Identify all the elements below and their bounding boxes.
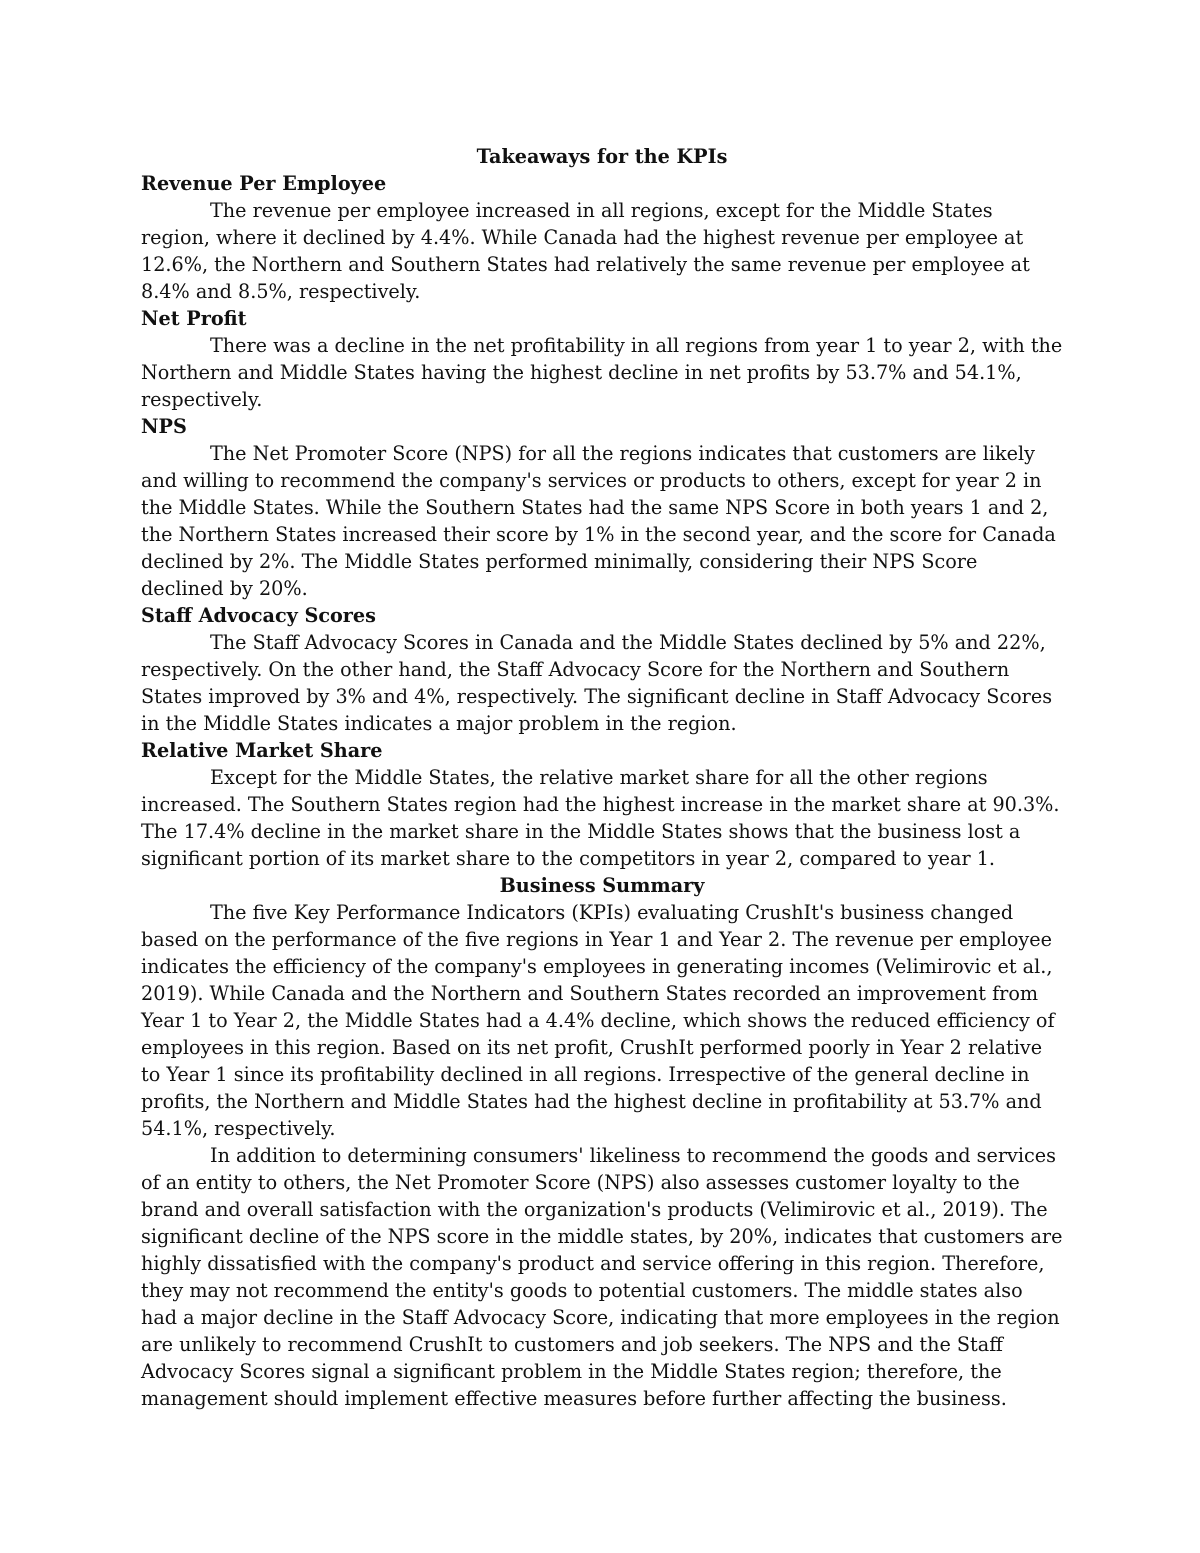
document-title: Takeaways for the KPIs (476, 145, 728, 168)
document-body (141, 143, 1063, 1412)
section-paragraph-relative-market-share: Except for the Middle States, the relative market share for all the other regions increased. The Southern States region had the highest increase in the market share at 90.3%. The 17.4% decline in the market share in the Middle States shows that the business lost a significant portion of its market share to the competitors in year 2, compared to year 1. (141, 766, 1060, 870)
summary-paragraph-1: The five Key Performance Indicators (KPIs) evaluating CrushIt's business changed based on the performance of the five regions in Year 1 and Year 2. The revenue per employee indicates the efficiency of the company's employees in generating incomes (Velimirovic et al., 2019). While Canada and the Northern and Southern States recorded an improvement from Year 1 to Year 2, the Middle States had a 4.4% decline, which shows the reduced efficiency of employees in this region. Based on its net profit, CrushIt performed poorly in Year 2 relative to Year 1 since its profitability declined in all regions. Irrespective of the general decline in profits, the Northern and Middle States had the highest decline in profitability at 53.7% and 54.1%, respectively. (141, 901, 1055, 1140)
section-heading-nps: NPS (141, 415, 187, 438)
section-paragraph-net-profit: There was a decline in the net profitability in all regions from year 1 to year 2, with the Northern and Middle States having the highest decline in net profits by 53.7% and 54.1%, respectively. (141, 334, 1063, 411)
summary-heading: Business Summary (499, 874, 705, 897)
section-heading-staff-advocacy-scores: Staff Advocacy Scores (141, 604, 376, 627)
section-heading-revenue-per-employee: Revenue Per Employee (141, 172, 387, 195)
section-heading-net-profit: Net Profit (141, 307, 247, 330)
summary-paragraph-2: In addition to determining consumers' likeliness to recommend the goods and services of an entity to others, the Net Promoter Score (NPS) also assesses customer loyalty to the brand and overall satisfaction with the organization's products (Velimirovic et al., 2019). The significant decline of the NPS score in the middle states, by 20%, indicates that customers are highly dissatisfied with the company's product and service offering in this region. Therefore, they may not recommend the entity's goods to potential customers. The middle states also had a major decline in the Staff Advocacy Score, indicating that more employees in the region are unlikely to recommend CrushIt to customers and job seekers. The NPS and the Staff Advocacy Scores signal a significant problem in the Middle States region; therefore, the management should implement effective measures before further affecting the business. (141, 1144, 1063, 1410)
section-paragraph-revenue-per-employee: The revenue per employee increased in all regions, except for the Middle States region, where it declined by 4.4%. While Canada had the highest revenue per employee at 12.6%, the Northern and Southern States had relatively the same revenue per employee at 8.4% and 8.5%, respectively. (141, 199, 1030, 303)
section-paragraph-nps: The Net Promoter Score (NPS) for all the regions indicates that customers are likely and willing to recommend the company's services or products to others, except for year 2 in the Middle States. While the Southern States had the same NPS Score in both years 1 and 2, the Northern States increased their score by 1% in the second year, and the score for Canada declined by 2%. The Middle States performed minimally, considering their NPS Score declined by 20%. (141, 442, 1056, 600)
section-paragraph-staff-advocacy-scores: The Staff Advocacy Scores in Canada and the Middle States declined by 5% and 22%, respectively. On the other hand, the Staff Advocacy Score for the Northern and Southern States improved by 3% and 4%, respectively. The significant decline in Staff Advocacy Scores in the Middle States indicates a major problem in the region. (141, 631, 1053, 735)
section-heading-relative-market-share: Relative Market Share (141, 739, 383, 762)
